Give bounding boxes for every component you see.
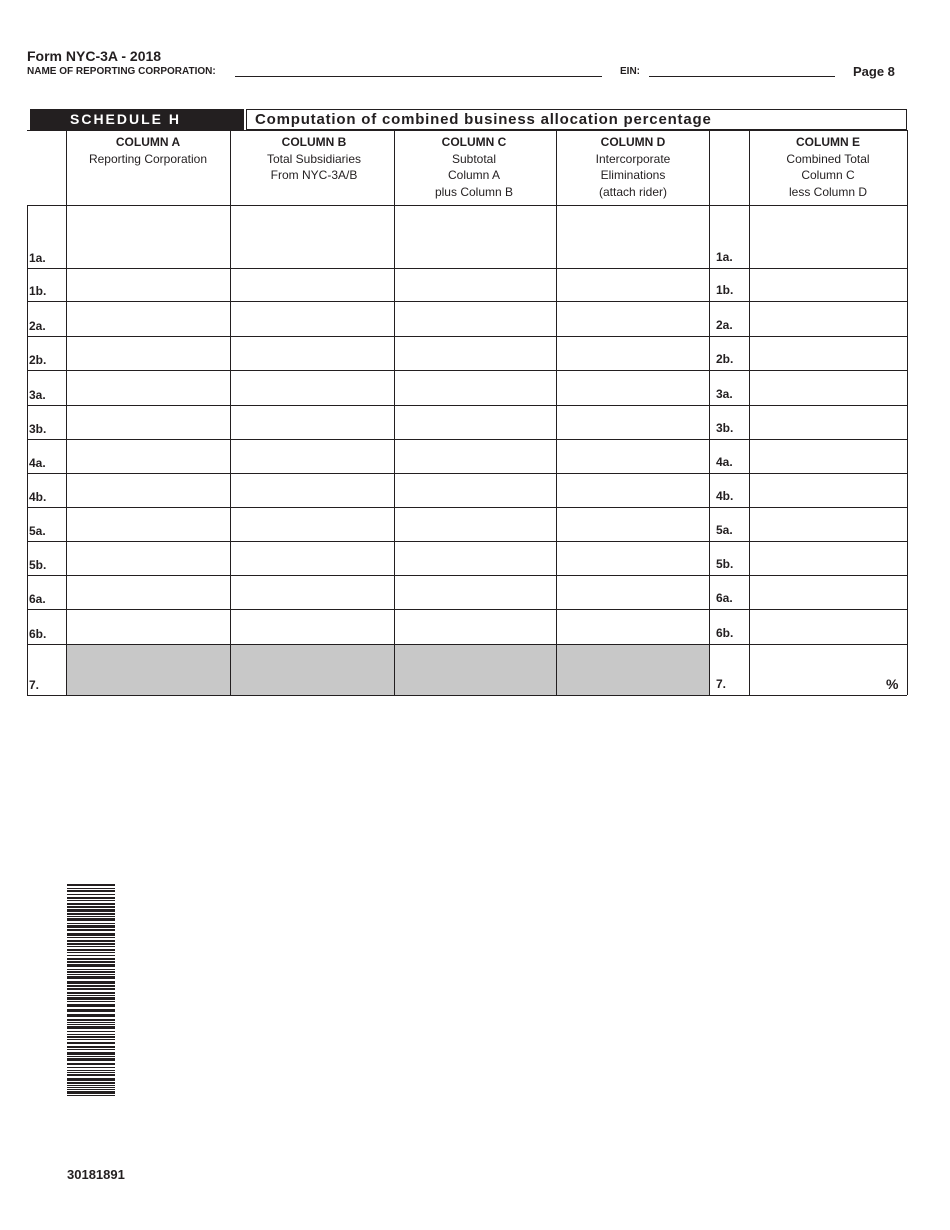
barcode-bar	[67, 1004, 115, 1007]
column-heading-subtitle: From NYC-3A/B	[270, 168, 358, 183]
line-label-left: 6a.	[29, 592, 46, 606]
entry-cell-1b-col-e[interactable]	[750, 269, 907, 301]
barcode-bar	[67, 1014, 115, 1017]
table-top-rule	[27, 130, 907, 131]
entry-cell-5b-col-e[interactable]	[750, 542, 907, 575]
barcode-bar	[67, 1058, 115, 1061]
column-heading-b	[234, 134, 394, 184]
barcode-bar	[67, 958, 115, 960]
column-heading-title: COLUMN C	[441, 135, 507, 149]
barcode-bar	[67, 1046, 115, 1048]
line-label-left: 1b.	[29, 284, 47, 298]
entry-cell-4b-col-e[interactable]	[750, 474, 907, 507]
barcode-bar	[67, 992, 115, 994]
entry-cell-3a-col-a[interactable]	[67, 371, 230, 405]
entry-cell-5b-col-c[interactable]	[395, 542, 556, 575]
entry-cell-3b-col-b[interactable]	[231, 406, 394, 439]
table-left-rule	[27, 205, 28, 695]
column-heading-subtitle: Reporting Corporation	[88, 151, 208, 166]
entry-cell-2a-col-a[interactable]	[67, 302, 230, 336]
barcode-bar	[67, 988, 115, 990]
entry-cell-4a-col-a[interactable]	[67, 440, 230, 473]
line-label-right: 1a.	[716, 250, 733, 264]
entry-cell-3a-col-e[interactable]	[750, 371, 907, 405]
barcode-bar	[67, 1078, 115, 1081]
barcode-bar	[67, 1042, 115, 1044]
barcode-bar	[67, 1001, 115, 1002]
column-heading-title: COLUMN E	[796, 135, 860, 149]
barcode-bar	[67, 1026, 115, 1029]
barcode-bar	[67, 923, 115, 924]
entry-cell-6a-col-a[interactable]	[67, 576, 230, 609]
column-heading-subtitle: less Column D	[788, 184, 868, 199]
barcode-image	[67, 884, 115, 1096]
barcode-bar	[67, 894, 115, 895]
entry-cell-6a-col-d[interactable]	[557, 576, 709, 609]
barcode-bar	[67, 1052, 115, 1055]
barcode-bar	[67, 1034, 115, 1035]
line-label-right: 5a.	[716, 523, 733, 537]
barcode-bar	[67, 913, 115, 915]
form-code: 30181891	[67, 1167, 125, 1182]
barcode-bar	[67, 916, 115, 917]
barcode-bar	[67, 971, 115, 973]
barcode-bar	[67, 903, 115, 905]
line-label-left: 1a.	[29, 251, 46, 265]
entry-cell-6a-col-c[interactable]	[395, 576, 556, 609]
entry-cell-4b-col-a[interactable]	[67, 474, 230, 507]
barcode-bar	[67, 1087, 115, 1088]
entry-cell-6b-col-e[interactable]	[750, 610, 907, 644]
line-label-right: 2b.	[716, 352, 734, 366]
entry-cell-2a-col-d[interactable]	[557, 302, 709, 336]
entry-cell-4b-col-d[interactable]	[557, 474, 709, 507]
table-right-rule	[907, 130, 908, 695]
entry-cell-6a-col-b[interactable]	[231, 576, 394, 609]
line-label-right: 4a.	[716, 455, 733, 469]
column-heading-d	[558, 134, 708, 200]
column-heading-subtitle: plus Column B	[434, 184, 514, 199]
line-label-left: 2a.	[29, 319, 46, 333]
line-label-left: 5a.	[29, 524, 46, 538]
barcode-bar	[67, 1089, 115, 1090]
entry-cell-4a-col-b[interactable]	[231, 440, 394, 473]
entry-cell-6b-col-c[interactable]	[395, 610, 556, 644]
line-label-right: 1b.	[716, 283, 734, 297]
barcode-bar	[67, 952, 115, 953]
entry-cell-4b-col-c[interactable]	[395, 474, 556, 507]
barcode-bar	[67, 933, 115, 936]
entry-cell-5b-col-b[interactable]	[231, 542, 394, 575]
barcode-bar	[67, 964, 115, 967]
barcode-bar	[67, 1095, 115, 1096]
barcode-bar	[67, 976, 115, 979]
line-label-left: 7.	[29, 678, 40, 692]
barcode-bar	[67, 1074, 115, 1076]
line-label-left: 3a.	[29, 388, 46, 402]
column-heading-subtitle: (attach rider)	[598, 184, 668, 199]
barcode-bar	[67, 929, 115, 931]
barcode-bar	[67, 940, 115, 942]
column-heading-c	[394, 134, 554, 200]
barcode-bar	[67, 1024, 115, 1025]
page-number: Page 8	[853, 64, 895, 79]
barcode-bar	[67, 1091, 115, 1094]
line-label-left: 4a.	[29, 456, 46, 470]
line-label-right: 5b.	[716, 557, 734, 571]
entry-cell-4a-col-e[interactable]	[750, 440, 907, 473]
entry-cell-2b-col-e[interactable]	[750, 337, 907, 370]
entry-cell-6b-col-d[interactable]	[557, 610, 709, 644]
barcode-bar	[67, 925, 115, 928]
column-heading-subtitle: Intercorporate	[595, 151, 671, 166]
barcode-bar	[67, 909, 115, 912]
form-title: Form NYC-3A - 2018	[27, 48, 162, 64]
barcode-bar	[67, 995, 115, 996]
entry-cell-2a-col-e[interactable]	[750, 302, 907, 336]
barcode-bar	[67, 1072, 115, 1073]
entry-cell-2b-col-a[interactable]	[67, 337, 230, 370]
column-heading-a	[68, 134, 228, 167]
barcode-bar	[67, 1009, 115, 1012]
entry-cell-4a-col-c[interactable]	[395, 440, 556, 473]
barcode-bar	[67, 890, 115, 892]
barcode-bar	[67, 1036, 115, 1038]
line-label-left: 6b.	[29, 627, 47, 641]
schedule-title: Computation of combined business allocation percentage	[246, 109, 907, 130]
barcode-bar	[67, 1063, 115, 1065]
line-label-left: 4b.	[29, 490, 47, 504]
barcode-bar	[67, 949, 115, 951]
entry-cell-1b-col-b[interactable]	[231, 269, 394, 301]
line-label-right: 3a.	[716, 387, 733, 401]
column-rule	[709, 130, 710, 695]
entry-cell-1b-col-d[interactable]	[557, 269, 709, 301]
line-label-right: 7.	[716, 677, 727, 691]
line-label-left: 5b.	[29, 558, 47, 572]
column-heading-subtitle: Combined Total	[786, 151, 870, 166]
column-heading-subtitle: Eliminations	[600, 168, 666, 183]
column-heading-title: COLUMN D	[600, 135, 666, 149]
entry-cell-6a-col-e[interactable]	[750, 576, 907, 609]
entry-cell-1b-col-a[interactable]	[67, 269, 230, 301]
column-heading-title: COLUMN A	[115, 135, 181, 149]
entry-cell-3a-col-b[interactable]	[231, 371, 394, 405]
entry-cell-2b-col-d[interactable]	[557, 337, 709, 370]
ein-label: EIN:	[620, 66, 640, 77]
entry-cell-2b-col-b[interactable]	[231, 337, 394, 370]
column-heading-subtitle: Subtotal	[451, 151, 497, 166]
column-heading-subtitle: Column A	[447, 168, 501, 183]
barcode-bar	[67, 1082, 115, 1084]
entry-cell-1a-col-a[interactable]	[67, 206, 230, 268]
column-heading-e	[750, 134, 906, 200]
entry-cell-5b-col-a[interactable]	[67, 542, 230, 575]
column-heading-subtitle: Column C	[801, 168, 855, 183]
barcode-bar	[67, 900, 115, 901]
barcode-bar	[67, 955, 115, 956]
entry-cell-3b-col-d[interactable]	[557, 406, 709, 439]
barcode-bar	[67, 981, 115, 984]
line-label-right: 4b.	[716, 489, 734, 503]
line-label-right: 3b.	[716, 421, 734, 435]
schedule-tag: SCHEDULE H	[30, 109, 244, 130]
entry-cell-1a-col-e[interactable]	[750, 206, 907, 268]
barcode-bar	[67, 1039, 115, 1040]
line-label-left: 3b.	[29, 422, 47, 436]
entry-cell-4b-col-b[interactable]	[231, 474, 394, 507]
entry-cell-1b-col-c[interactable]	[395, 269, 556, 301]
entry-cell-5a-col-c[interactable]	[395, 508, 556, 541]
barcode-bar	[67, 943, 115, 945]
barcode-bar	[67, 969, 115, 970]
entry-cell-5a-col-b[interactable]	[231, 508, 394, 541]
line-label-left: 2b.	[29, 353, 47, 367]
barcode-bar	[67, 884, 115, 886]
barcode-bar	[67, 997, 115, 1000]
percent-sign: %	[886, 676, 899, 692]
entry-cell-3b-col-c[interactable]	[395, 406, 556, 439]
reporting-corporation-label: NAME OF REPORTING CORPORATION:	[27, 66, 216, 77]
barcode-bar	[67, 906, 115, 908]
barcode-bar	[67, 946, 115, 947]
entry-cell-1a-col-b[interactable]	[231, 206, 394, 268]
entry-cell-5b-col-d[interactable]	[557, 542, 709, 575]
entry-cell-2a-col-b[interactable]	[231, 302, 394, 336]
barcode-bar	[67, 1031, 115, 1032]
row-rule	[27, 695, 907, 696]
barcode-bar	[67, 918, 115, 921]
entry-cell-4a-col-d[interactable]	[557, 440, 709, 473]
entry-cell-5a-col-a[interactable]	[67, 508, 230, 541]
entry-cell-3a-col-d[interactable]	[557, 371, 709, 405]
barcode-bar	[67, 1067, 115, 1068]
entry-cell-2a-col-c[interactable]	[395, 302, 556, 336]
entry-cell-1a-col-d[interactable]	[557, 206, 709, 268]
barcode-bar	[67, 961, 115, 963]
barcode-bar	[67, 1049, 115, 1050]
barcode-bar	[67, 897, 115, 899]
barcode-bar	[67, 985, 115, 987]
entry-cell-1a-col-c[interactable]	[395, 206, 556, 268]
entry-cell-7-col-e[interactable]	[750, 645, 907, 695]
barcode-bar	[67, 888, 115, 889]
line-label-right: 2a.	[716, 318, 733, 332]
barcode-bar	[67, 1085, 115, 1086]
entry-cell-5a-col-d[interactable]	[557, 508, 709, 541]
entry-cell-5a-col-e[interactable]	[750, 508, 907, 541]
column-heading-subtitle: Total Subsidiaries	[266, 151, 362, 166]
entry-cell-3a-col-c[interactable]	[395, 371, 556, 405]
barcode-bar	[67, 1019, 115, 1021]
line-label-right: 6a.	[716, 591, 733, 605]
barcode-bar	[67, 974, 115, 975]
barcode-bar	[67, 1070, 115, 1071]
entry-cell-3b-col-e[interactable]	[750, 406, 907, 439]
barcode-bar	[67, 1056, 115, 1057]
entry-cell-3b-col-a[interactable]	[67, 406, 230, 439]
line-label-right: 6b.	[716, 626, 734, 640]
entry-cell-2b-col-c[interactable]	[395, 337, 556, 370]
entry-cell-6b-col-a[interactable]	[67, 610, 230, 644]
column-heading-title: COLUMN B	[281, 135, 347, 149]
barcode-bar	[67, 937, 115, 938]
barcode-bar	[67, 1022, 115, 1023]
entry-cell-6b-col-b[interactable]	[231, 610, 394, 644]
